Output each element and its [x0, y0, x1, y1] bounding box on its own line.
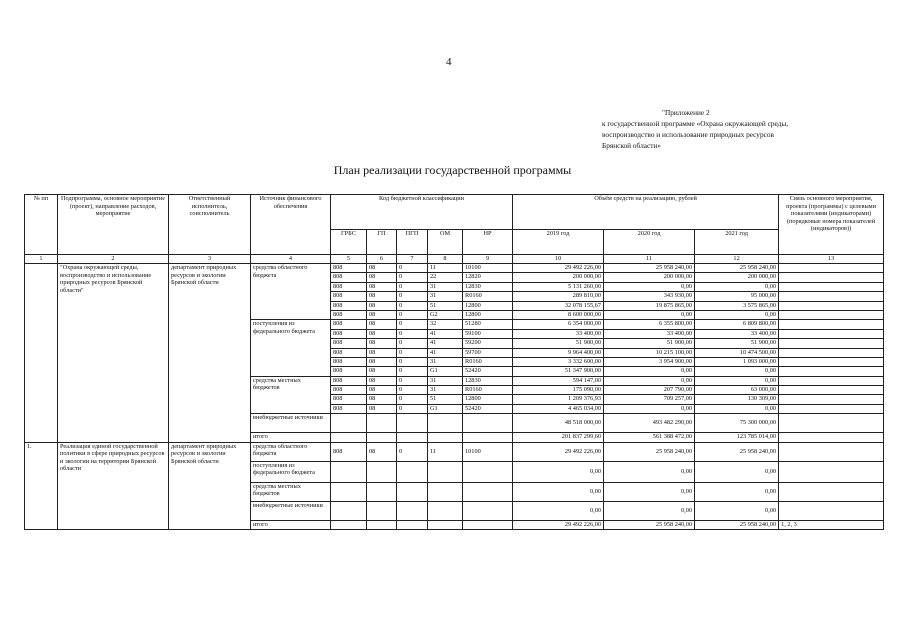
pgp-cell: 0	[397, 310, 428, 319]
sum-2020-cell: 207 790,00	[604, 386, 695, 395]
header-np: НР	[463, 230, 513, 255]
gp-cell: 08	[367, 329, 397, 338]
np-cell: 10100	[463, 442, 513, 461]
sum-2021-cell: 0,00	[695, 376, 779, 385]
om-cell: 41	[428, 329, 463, 338]
column-number-row	[25, 255, 884, 264]
sum-2021-cell: 10 474 500,00	[695, 348, 779, 357]
grbs-cell	[331, 482, 367, 501]
pgp-cell	[397, 461, 428, 482]
appendix-line: воспроизводство и использование природных ресурсов	[602, 130, 774, 139]
column-number-cell: 8	[428, 255, 463, 264]
om-cell: 51	[428, 301, 463, 310]
om-cell: 31	[428, 357, 463, 366]
sum-2019-cell: 51 347 900,00	[513, 367, 604, 376]
indicator-link-cell	[779, 292, 884, 301]
sum-2019-cell: 48 518 000,00	[513, 414, 604, 433]
header-budget-code: Код бюджетной классификации	[331, 195, 513, 230]
grbs-cell: 808	[331, 357, 367, 366]
np-cell: 12820	[463, 273, 513, 282]
indicator-link-cell	[779, 433, 884, 442]
header-grbs: ГРБС	[331, 230, 367, 255]
sum-2019-cell: 201 837 299,60	[513, 433, 604, 442]
np-cell: 12830	[463, 282, 513, 291]
indicator-link-cell	[779, 414, 884, 433]
pgp-cell: 0	[397, 357, 428, 366]
grbs-cell: 808	[331, 264, 367, 273]
np-cell: 12800	[463, 310, 513, 319]
column-number-cell: 7	[397, 255, 428, 264]
grbs-cell: 808	[331, 273, 367, 282]
om-cell: 41	[428, 339, 463, 348]
appendix-note	[602, 107, 882, 151]
sum-2020-cell: 3 954 900,00	[604, 357, 695, 366]
gp-cell: 08	[367, 301, 397, 310]
sum-2019-cell: 8 600 000,00	[513, 310, 604, 319]
sum-2020-cell: 51 900,00	[604, 339, 695, 348]
om-cell: G1	[428, 367, 463, 376]
header-gp: ГП	[367, 230, 397, 255]
pgp-cell: 0	[397, 442, 428, 461]
header-link: Связь основного мероприятия, проекта (программы) с целевыми показателями (индикаторами) (порядковые номера показателей (индикаторов))	[779, 195, 884, 255]
sum-2021-cell: 75 300 000,00	[695, 414, 779, 433]
sum-2019-cell: 29 492 226,00	[513, 442, 604, 461]
gp-cell: 08	[367, 264, 397, 273]
header-2021: 2021 год	[695, 230, 779, 255]
pgp-cell: 0	[397, 376, 428, 385]
gp-cell: 08	[367, 357, 397, 366]
np-cell: R0160	[463, 386, 513, 395]
np-cell: R0160	[463, 292, 513, 301]
grbs-cell: 808	[331, 376, 367, 385]
sum-2019-cell: 200 000,00	[513, 273, 604, 282]
om-cell: G1	[428, 404, 463, 413]
np-cell	[463, 461, 513, 482]
funding-source-cell: поступления из федерального бюджета	[251, 320, 331, 376]
om-cell: G2	[428, 310, 463, 319]
pgp-cell	[397, 501, 428, 520]
sum-2019-cell: 29 492 226,00	[513, 264, 604, 273]
np-cell: R0160	[463, 357, 513, 366]
header-volume: Объём средств на реализацию, рублей	[513, 195, 779, 230]
indicator-link-cell	[779, 282, 884, 291]
sum-2019-cell: 32 078 155,67	[513, 301, 604, 310]
np-cell	[463, 520, 513, 529]
indicator-link-cell	[779, 273, 884, 282]
om-cell	[428, 414, 463, 433]
sum-2021-cell: 33 400,00	[695, 329, 779, 338]
funding-source-cell: средства местных бюджетов	[251, 482, 331, 501]
sum-2020-cell: 561 388 472,00	[604, 433, 695, 442]
sum-2021-cell: 0,00	[695, 404, 779, 413]
sum-2020-cell: 6 355 800,00	[604, 320, 695, 329]
np-cell: 12830	[463, 376, 513, 385]
pgp-cell: 0	[397, 404, 428, 413]
indicator-link-cell	[779, 501, 884, 520]
om-cell: 22	[428, 273, 463, 282]
sum-2020-cell: 0,00	[604, 376, 695, 385]
indicator-link-cell	[779, 367, 884, 376]
gp-cell: 08	[367, 395, 397, 404]
pgp-cell	[397, 482, 428, 501]
grbs-cell: 808	[331, 404, 367, 413]
sum-2021-cell: 0,00	[695, 461, 779, 482]
sum-2019-cell: 33 400,00	[513, 329, 604, 338]
sum-2021-cell: 25 958 240,00	[695, 264, 779, 273]
sum-2020-cell: 0,00	[604, 282, 695, 291]
np-cell: 59700	[463, 348, 513, 357]
header-subprogram: Подпрограмма, основное мероприятие (проект), направление расходов, мероприятие	[58, 195, 169, 255]
appendix-line: к государственной программе «Охрана окружающей среды,	[602, 119, 789, 128]
gp-cell: 08	[367, 442, 397, 461]
subprogram-name-cell: Реализация единой государственной политики в сфере природных ресурсов и экологии на территории Брянской области	[58, 442, 169, 529]
gp-cell	[367, 461, 397, 482]
pgp-cell: 0	[397, 301, 428, 310]
header-2020: 2020 год	[604, 230, 695, 255]
column-number-cell: 5	[331, 255, 367, 264]
sum-2020-cell: 25 958 240,00	[604, 264, 695, 273]
grbs-cell: 808	[331, 395, 367, 404]
grbs-cell: 808	[331, 282, 367, 291]
document-title: План реализации государственной программы	[333, 163, 572, 177]
om-cell	[428, 520, 463, 529]
pgp-cell: 0	[397, 348, 428, 357]
row-number-cell	[25, 264, 58, 443]
funding-source-cell: средства областного бюджета	[251, 264, 331, 320]
sum-2019-cell: 0,00	[513, 501, 604, 520]
sum-2021-cell: 0,00	[695, 501, 779, 520]
grbs-cell: 808	[331, 348, 367, 357]
indicator-link-cell	[779, 482, 884, 501]
column-number-cell: 11	[604, 255, 695, 264]
indicator-link-cell	[779, 339, 884, 348]
np-cell: 59100	[463, 329, 513, 338]
sum-2021-cell: 25 958 240,00	[695, 442, 779, 461]
grbs-cell: 808	[331, 386, 367, 395]
grbs-cell: 808	[331, 292, 367, 301]
header-pgp: ПГП	[397, 230, 428, 255]
grbs-cell: 808	[331, 339, 367, 348]
sum-2021-cell: 0,00	[695, 310, 779, 319]
om-cell: 31	[428, 376, 463, 385]
om-cell: 31	[428, 386, 463, 395]
indicator-link-cell	[779, 461, 884, 482]
np-cell: 10100	[463, 264, 513, 273]
gp-cell: 08	[367, 292, 397, 301]
funding-source-cell: средства областного бюджета	[251, 442, 331, 461]
header-2019: 2019 год	[513, 230, 604, 255]
sum-2020-cell: 25 958 240,00	[604, 442, 695, 461]
grbs-cell: 808	[331, 310, 367, 319]
sum-2019-cell: 29 492 226,00	[513, 520, 604, 529]
sum-2021-cell: 0,00	[695, 282, 779, 291]
pgp-cell: 0	[397, 339, 428, 348]
pgp-cell: 0	[397, 395, 428, 404]
indicator-link-cell	[779, 442, 884, 461]
gp-cell: 08	[367, 348, 397, 357]
sum-2019-cell: 9 964 400,00	[513, 348, 604, 357]
row-number-cell: 1.	[25, 442, 58, 529]
funding-source-cell: средства местных бюджетов	[251, 376, 331, 414]
sum-2020-cell: 33 400,00	[604, 329, 695, 338]
gp-cell: 08	[367, 367, 397, 376]
column-number-cell: 2	[58, 255, 169, 264]
sum-2020-cell: 10 215 100,00	[604, 348, 695, 357]
gp-cell: 08	[367, 310, 397, 319]
table-row	[25, 264, 884, 273]
plan-table	[24, 194, 884, 530]
funding-source-cell: внебюджетные источники	[251, 414, 331, 433]
np-cell	[463, 433, 513, 442]
indicator-link-cell	[779, 264, 884, 273]
sum-2021-cell: 0,00	[695, 367, 779, 376]
pgp-cell: 0	[397, 282, 428, 291]
sum-2019-cell: 0,00	[513, 482, 604, 501]
gp-cell	[367, 414, 397, 433]
funding-source-cell: итого	[251, 433, 331, 442]
pgp-cell: 0	[397, 292, 428, 301]
sum-2020-cell: 200 000,00	[604, 273, 695, 282]
np-cell: 51280	[463, 320, 513, 329]
indicator-link-cell	[779, 357, 884, 366]
sum-2019-cell: 51 900,00	[513, 339, 604, 348]
indicator-link-cell	[779, 320, 884, 329]
funding-source-cell: поступления из федерального бюджета	[251, 461, 331, 482]
sum-2021-cell: 51 900,00	[695, 339, 779, 348]
sum-2021-cell: 63 000,00	[695, 386, 779, 395]
table-header-row	[25, 195, 884, 230]
executor-cell: департамент природных ресурсов и экологии Брянской области	[169, 264, 251, 443]
om-cell: 11	[428, 264, 463, 273]
sum-2019-cell: 289 810,00	[513, 292, 604, 301]
sum-2019-cell: 3 332 600,00	[513, 357, 604, 366]
grbs-cell: 808	[331, 367, 367, 376]
indicator-link-cell	[779, 348, 884, 357]
sum-2019-cell: 0,00	[513, 461, 604, 482]
sum-2020-cell: 343 930,00	[604, 292, 695, 301]
np-cell	[463, 482, 513, 501]
om-cell: 11	[428, 442, 463, 461]
grbs-cell: 808	[331, 301, 367, 310]
pgp-cell: 0	[397, 264, 428, 273]
gp-cell: 08	[367, 273, 397, 282]
sum-2019-cell: 5 131 260,00	[513, 282, 604, 291]
grbs-cell	[331, 501, 367, 520]
pgp-cell: 0	[397, 367, 428, 376]
np-cell: 12800	[463, 395, 513, 404]
column-number-cell: 10	[513, 255, 604, 264]
sum-2020-cell: 0,00	[604, 367, 695, 376]
gp-cell: 08	[367, 339, 397, 348]
np-cell: 12800	[463, 301, 513, 310]
grbs-cell: 808	[331, 442, 367, 461]
column-number-cell: 12	[695, 255, 779, 264]
header-num: № пп	[25, 195, 58, 255]
sum-2021-cell: 200 000,00	[695, 273, 779, 282]
om-cell: 51	[428, 395, 463, 404]
header-source: Источник финансового обеспечения	[251, 195, 331, 255]
sum-2020-cell: 493 482 290,00	[604, 414, 695, 433]
indicator-link-cell	[779, 395, 884, 404]
table-row	[25, 442, 884, 461]
column-number-cell: 13	[779, 255, 884, 264]
gp-cell: 08	[367, 404, 397, 413]
indicator-link-cell	[779, 376, 884, 385]
gp-cell: 08	[367, 386, 397, 395]
indicator-link-cell	[779, 329, 884, 338]
grbs-cell	[331, 414, 367, 433]
sum-2021-cell: 123 785 014,00	[695, 433, 779, 442]
sum-2021-cell: 25 958 240,00	[695, 520, 779, 529]
page-number: 4	[446, 56, 452, 68]
indicator-link-cell	[779, 386, 884, 395]
np-cell	[463, 501, 513, 520]
grbs-cell: 808	[331, 329, 367, 338]
sum-2021-cell: 6 809 800,00	[695, 320, 779, 329]
sum-2020-cell: 0,00	[604, 482, 695, 501]
np-cell: 52420	[463, 404, 513, 413]
executor-cell: департамент природных ресурсов и экологии Брянской области	[169, 442, 251, 529]
sum-2020-cell: 0,00	[604, 501, 695, 520]
np-cell: 52420	[463, 367, 513, 376]
indicator-link-cell: 1, 2, 3	[779, 520, 884, 529]
sum-2019-cell: 6 354 000,00	[513, 320, 604, 329]
pgp-cell	[397, 433, 428, 442]
np-cell: 59200	[463, 339, 513, 348]
om-cell	[428, 433, 463, 442]
grbs-cell	[331, 433, 367, 442]
sum-2020-cell: 0,00	[604, 461, 695, 482]
pgp-cell: 0	[397, 386, 428, 395]
sum-2021-cell: 95 000,00	[695, 292, 779, 301]
gp-cell	[367, 433, 397, 442]
np-cell	[463, 414, 513, 433]
funding-source-cell: итого	[251, 520, 331, 529]
om-cell	[428, 461, 463, 482]
grbs-cell	[331, 461, 367, 482]
pgp-cell	[397, 520, 428, 529]
column-number-cell: 6	[367, 255, 397, 264]
gp-cell: 08	[367, 282, 397, 291]
column-number-cell: 9	[463, 255, 513, 264]
gp-cell	[367, 482, 397, 501]
sum-2019-cell: 175 090,00	[513, 386, 604, 395]
sum-2021-cell: 1 093 000,00	[695, 357, 779, 366]
appendix-line: "Приложение 2	[662, 108, 710, 117]
indicator-link-cell	[779, 310, 884, 319]
om-cell: 31	[428, 282, 463, 291]
column-number-cell: 1	[25, 255, 58, 264]
subprogram-name-cell: "Охрана окружающей среды, воспроизводство и использование природных ресурсов Брянской области"	[58, 264, 169, 443]
sum-2021-cell: 130 309,00	[695, 395, 779, 404]
sum-2020-cell: 0,00	[604, 310, 695, 319]
sum-2020-cell: 709 257,00	[604, 395, 695, 404]
gp-cell	[367, 501, 397, 520]
om-cell: 32	[428, 320, 463, 329]
gp-cell: 08	[367, 320, 397, 329]
pgp-cell: 0	[397, 329, 428, 338]
sum-2020-cell: 0,00	[604, 404, 695, 413]
om-cell	[428, 482, 463, 501]
sum-2020-cell: 19 875 865,00	[604, 301, 695, 310]
grbs-cell	[331, 520, 367, 529]
column-number-cell: 3	[169, 255, 251, 264]
header-om: ОМ	[428, 230, 463, 255]
sum-2019-cell: 1 209 376,93	[513, 395, 604, 404]
om-cell: 31	[428, 292, 463, 301]
sum-2021-cell: 0,00	[695, 482, 779, 501]
indicator-link-cell	[779, 301, 884, 310]
grbs-cell: 808	[331, 320, 367, 329]
om-cell	[428, 501, 463, 520]
gp-cell: 08	[367, 376, 397, 385]
pgp-cell: 0	[397, 273, 428, 282]
appendix-line: Брянской области»	[602, 141, 661, 150]
header-executor: Ответственный исполнитель, соисполнитель	[169, 195, 251, 255]
pgp-cell: 0	[397, 320, 428, 329]
indicator-link-cell	[779, 404, 884, 413]
sum-2020-cell: 25 958 240,00	[604, 520, 695, 529]
om-cell: 41	[428, 348, 463, 357]
sum-2021-cell: 3 575 865,00	[695, 301, 779, 310]
gp-cell	[367, 520, 397, 529]
sum-2019-cell: 594 147,00	[513, 376, 604, 385]
pgp-cell	[397, 414, 428, 433]
column-number-cell: 4	[251, 255, 331, 264]
funding-source-cell: внебюджетные источники	[251, 501, 331, 520]
sum-2019-cell: 4 465 034,00	[513, 404, 604, 413]
